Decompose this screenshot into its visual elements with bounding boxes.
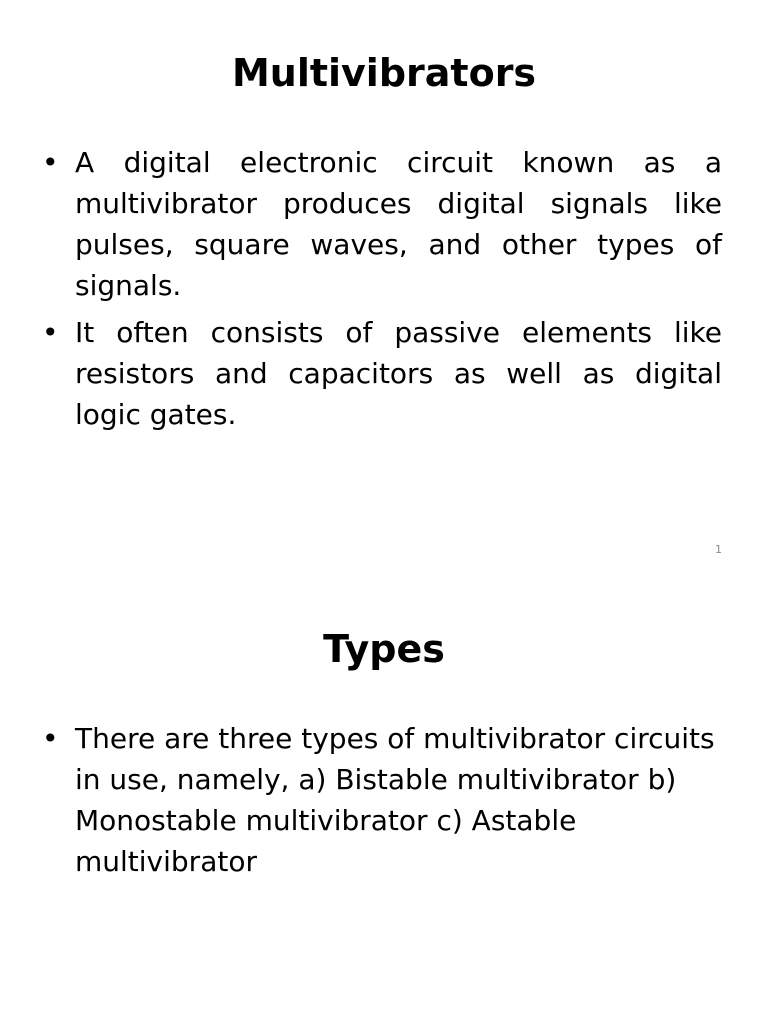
bullet-text: A digital electronic circuit known as a multivibrator produces digital signals like pulses, square waves, and other types of signals. (75, 146, 722, 302)
bullet-list (40, 718, 722, 888)
slide-title: Multivibrators (231, 51, 537, 95)
bullet-text: It often consists of passive elements like resistors and capacitors as well as digital logic gates. (75, 316, 722, 431)
bullet-list (40, 142, 722, 441)
slide-types (0, 576, 768, 1024)
slide-title: Types (323, 627, 445, 671)
bullet-icon: • (42, 316, 59, 349)
bullet-icon: • (42, 146, 59, 179)
bullet-text: There are three types of multivibrator circuits in use, namely, a) Bistable multivibrator b) Monostable multivibrator c) Astable multivibrator (75, 722, 715, 878)
bullet-icon: • (42, 722, 59, 755)
bullet-item (40, 312, 722, 435)
slide-number: 1 (715, 543, 722, 556)
bullet-item (40, 142, 722, 306)
bullet-item (40, 718, 722, 882)
